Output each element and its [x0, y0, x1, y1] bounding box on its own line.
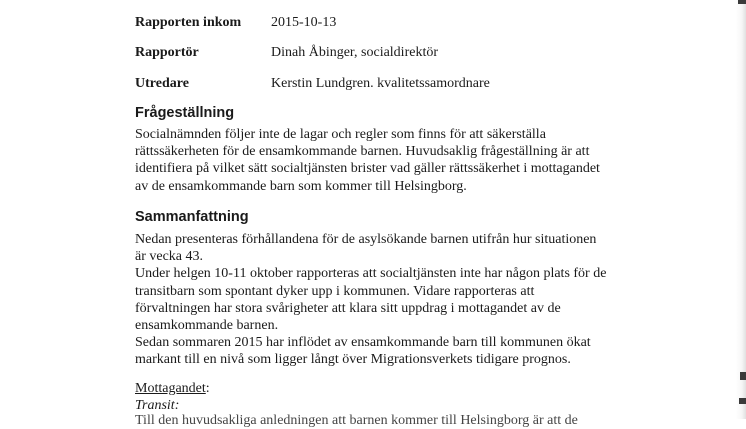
paragraph-line: Socialnämnden följer inte de lagar och regler som finns för att säkerställa: [135, 127, 546, 142]
question-paragraph: [135, 126, 615, 195]
received-value: 2015-10-13: [271, 15, 337, 30]
paragraph-line: förvaltningen har stora svårigheter att klara sitt uppdrag i mottagandet av de: [135, 300, 561, 316]
paragraph-line: Nedan presenteras förhållandena för de asylsökande barnen utifrån hur situationen: [135, 232, 597, 247]
paragraph-line: identifiera på vilket sätt socialtjänsten brister vad gäller rättssäkerhet i mottagandet: [135, 161, 600, 177]
cutoff-text: Till den huvudsakliga anledningen att barnen kommer till Helsingborg är att de: [135, 413, 578, 428]
investigator-label: Utredare: [135, 76, 189, 91]
paragraph-line: ensamkommande barnen.: [135, 318, 279, 334]
scan-edge-mark: [740, 372, 746, 380]
scan-edge-shadow: [736, 0, 746, 419]
transit-subheading: Transit:: [135, 398, 180, 413]
reception-heading: [135, 380, 210, 398]
question-heading: Frågeställning: [135, 105, 235, 121]
paragraph-line: markant till en nivå som ligger långt över Migrationsverkets tidigare prognos.: [135, 352, 571, 368]
paragraph-line: är vecka 43.: [135, 249, 204, 265]
received-label: Rapporten inkom: [135, 15, 242, 30]
summary-heading: Sammanfattning: [135, 209, 249, 225]
reporter-value: Dinah Åbinger, socialdirektör: [271, 45, 439, 60]
paragraph-line: rättssäkerheten för de ensamkommande barnen. Huvudsaklig frågeställning är att: [135, 144, 590, 160]
summary-paragraph: [135, 231, 615, 369]
cutoff-text-line: [135, 412, 605, 428]
paragraph-line: Under helgen 10-11 oktober rapporteras att socialtjänsten inte har någon plats för de: [135, 266, 607, 282]
paragraph-line: Sedan sommaren 2015 har inflödet av ensamkommande barn till kommunen ökat: [135, 335, 591, 351]
reception-heading-text: Mottagandet: [135, 381, 206, 396]
reporter-label: Rapportör: [135, 45, 199, 60]
investigator-value: Kerstin Lundgren. kvalitetssamordnare: [271, 76, 490, 91]
paragraph-line: transitbarn som spontant dyker upp i kommunen. Vidare rapporteras att: [135, 283, 535, 299]
reception-heading-colon: :: [205, 381, 210, 396]
scan-edge-mark: [739, 398, 746, 404]
paragraph-line: av de ensamkommande barn som kommer till Helsingborg.: [135, 178, 467, 194]
scan-edge-mark: [738, 0, 746, 4]
